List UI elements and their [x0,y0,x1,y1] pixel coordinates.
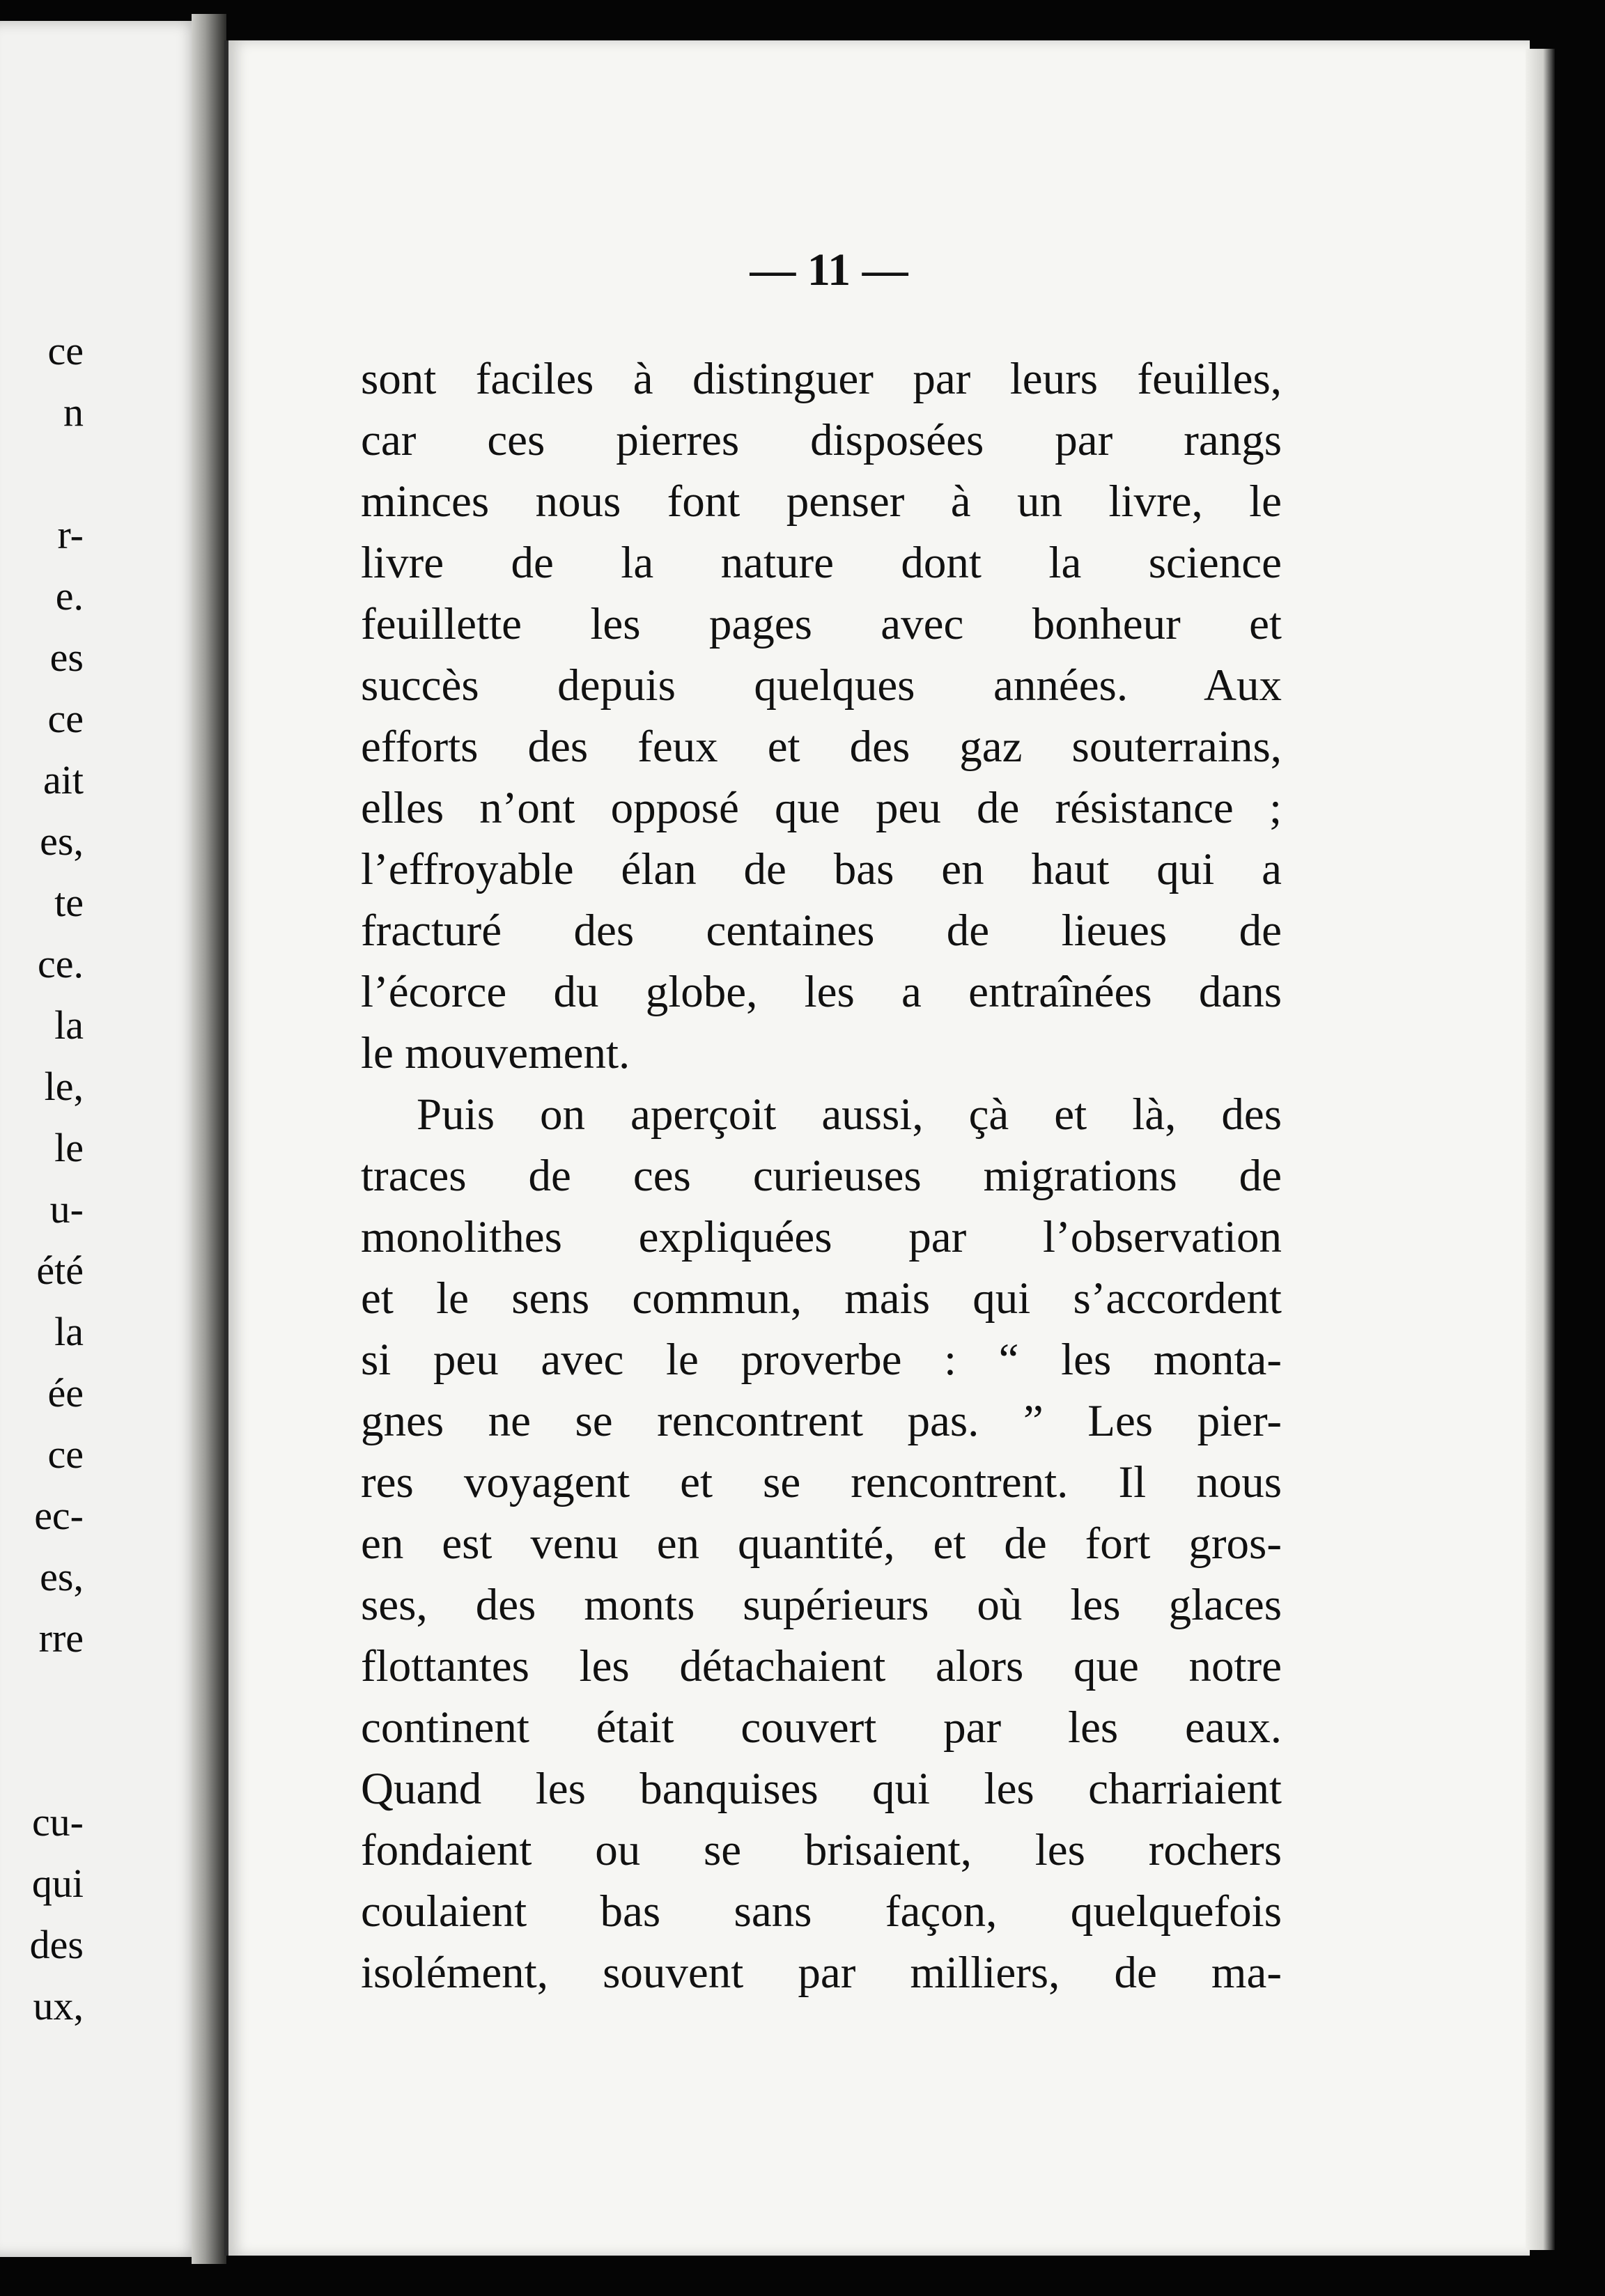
text-line: flottantes les détachaient alors que notre [361,1641,1282,1691]
fragment-line: ce [47,1432,84,1477]
text-line: res voyagent et se rencontrent. Il nous [361,1457,1282,1507]
text-line: l’écorce du globe, les a entraînées dans [361,967,1282,1017]
text-line: traces de ces curieuses migrations de [361,1151,1282,1201]
fragment-line: qui [31,1861,84,1906]
fragment-line: ée [47,1370,84,1415]
fragment-line: des [29,1922,84,1967]
fragment-line [0,1730,84,1792]
page-number: — 11 — [750,245,908,295]
text-line: Puis on aperçoit aussi, çà et là, des [417,1089,1282,1140]
text-line: l’effroyable élan de bas en haut qui a [361,844,1282,894]
text-line: elles n’ont opposé que peu de résistance ; [361,783,1282,833]
fragment-line: r- [57,512,84,557]
fragment-line [0,443,84,504]
fragment-line: ce [47,328,84,373]
text-line: livre de la nature dont la science [361,538,1282,588]
text-line: continent était couvert par les eaux. [361,1702,1282,1753]
text-line: Quand les banquises qui les charriaient [361,1764,1282,1814]
fragment-line: u- [49,1186,84,1232]
fragment-line: es, [40,1554,84,1599]
previous-page [0,21,203,2257]
fragment-line: ec- [34,1493,84,1538]
fragment-line: te [54,880,84,925]
page-body-text [361,348,1282,2003]
paragraph-1 [361,348,1282,1084]
fragment-line: ce [47,696,84,741]
text-line: et le sens commun, mais qui s’accordent [361,1273,1282,1324]
text-line: sont faciles à distinguer par leurs feuilles, [361,354,1282,404]
text-line: si peu avec le proverbe : “ les monta- [361,1335,1282,1385]
fragment-line: le, [44,1064,84,1109]
text-line: ses, des monts supérieurs où les glaces [361,1580,1282,1630]
text-line: feuillette les pages avec bonheur et [361,599,1282,649]
text-line: succès depuis quelques années. Aux [361,660,1282,711]
book-gutter [192,14,226,2264]
fragment-line: cu- [31,1799,84,1845]
fragment-line: es, [40,819,84,864]
fragment-line: ait [43,757,84,802]
text-line: efforts des feux et des gaz souterrains, [361,722,1282,772]
text-line: monolithes expliquées par l’observation [361,1212,1282,1262]
fragment-line: rre [38,1615,84,1661]
previous-page-text-fragments [0,320,84,2037]
fragment-line: été [36,1248,84,1293]
page-edge [1526,49,1555,2250]
text-line: le mouvement. [361,1028,630,1078]
fragment-line: es [49,635,84,680]
text-line: en est venu en quantité, et de fort gros- [361,1519,1282,1569]
fragment-line: e. [55,573,84,619]
text-line: minces nous font penser à un livre, le [361,476,1282,527]
text-line: gnes ne se rencontrent pas. ” Les pier- [361,1396,1282,1446]
fragment-line: ce. [38,941,84,986]
fragment-line: la [54,1309,84,1354]
text-line: car ces pierres disposées par rangs [361,415,1282,465]
text-line: coulaient bas sans façon, quelquefois [361,1886,1282,1937]
fragment-line: le [54,1125,84,1170]
fragment-line: n [63,389,84,435]
text-line: isolément, souvent par milliers, de ma- [361,1948,1282,1998]
text-line: fracturé des centaines de lieues de [361,906,1282,956]
fragment-line [0,1669,84,1730]
text-line: fondaient ou se brisaient, les rochers [361,1825,1282,1875]
fragment-line: la [54,1002,84,1048]
paragraph-2 [361,1084,1282,2003]
fragment-line: ux, [33,1983,84,2029]
